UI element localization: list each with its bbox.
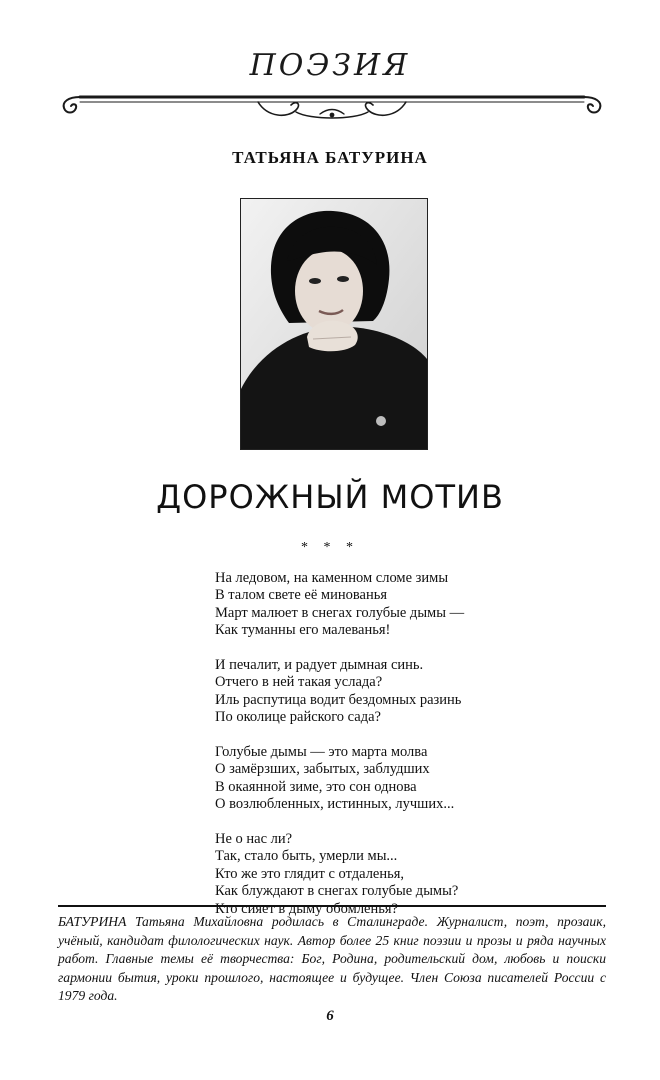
poem-title: ДОРОЖНЫЙ МОТИВ — [156, 478, 504, 516]
poem-line: Кто же это глядит с отдаленья, — [215, 865, 405, 882]
poem-line: О замёрзших, забытых, заблудших — [215, 761, 430, 778]
poem-line: В окаянной зиме, это сон однова — [215, 778, 417, 795]
stanza — [215, 657, 555, 727]
portrait-illustration — [241, 199, 427, 449]
page-number: 6 — [326, 1008, 334, 1024]
stanza-separator-stars: * * * — [301, 540, 359, 555]
poem-line: Голубые дымы — это марта молва — [215, 744, 428, 761]
poem-line: В талом свете её минованья — [215, 587, 387, 604]
poem-body — [215, 570, 555, 935]
poem-line: По околице райского сада? — [215, 709, 381, 726]
section-title: ПОЭЗИЯ — [249, 48, 411, 83]
poem-line: Как туманны его малеванья! — [215, 622, 391, 639]
poem-line: О возлюбленных, истинных, лучших... — [215, 796, 455, 813]
poem-line: Кто сияет в дыму обомленья? — [215, 900, 398, 917]
author-name: ТАТЬЯНА БАТУРИНА — [232, 148, 428, 167]
poem-line: Так, стало быть, умерли мы... — [215, 848, 398, 865]
footnote-divider — [58, 905, 606, 907]
poem-line: На ледовом, на каменном сломе зимы — [215, 570, 449, 586]
poem-line: Отчего в ней такая услада? — [215, 674, 383, 691]
poem-line: Март малюет в снегах голубые дымы — — [215, 604, 465, 621]
poem-line: Иль распутица водит бездомных разинь — [215, 691, 462, 708]
author-bio-footnote: БАТУРИНА Татьяна Михайловна родилась в Сталинграде. Журналист, поэт, прозаик, учёный, кандидат филологических наук. Автор более 25 книг поэзии и прозы и ряда научных работ. Главные темы её творчества: Бог, Родина, родительский дом, любовь и поиски гармонии бытия, уроки прошлого, настоящее и будущее. Член Союза писателей России с 1979 года. — [58, 914, 606, 1004]
poem-line: Не о нас ли? — [215, 831, 293, 848]
poem-line: И печалит, и радует дымная синь. — [215, 657, 424, 674]
stanza — [215, 744, 555, 814]
author-photo — [240, 198, 428, 450]
ornament-divider — [58, 88, 606, 124]
poem-line: Как блуждают в снегах голубые дымы? — [215, 883, 459, 900]
stanza — [215, 570, 555, 640]
